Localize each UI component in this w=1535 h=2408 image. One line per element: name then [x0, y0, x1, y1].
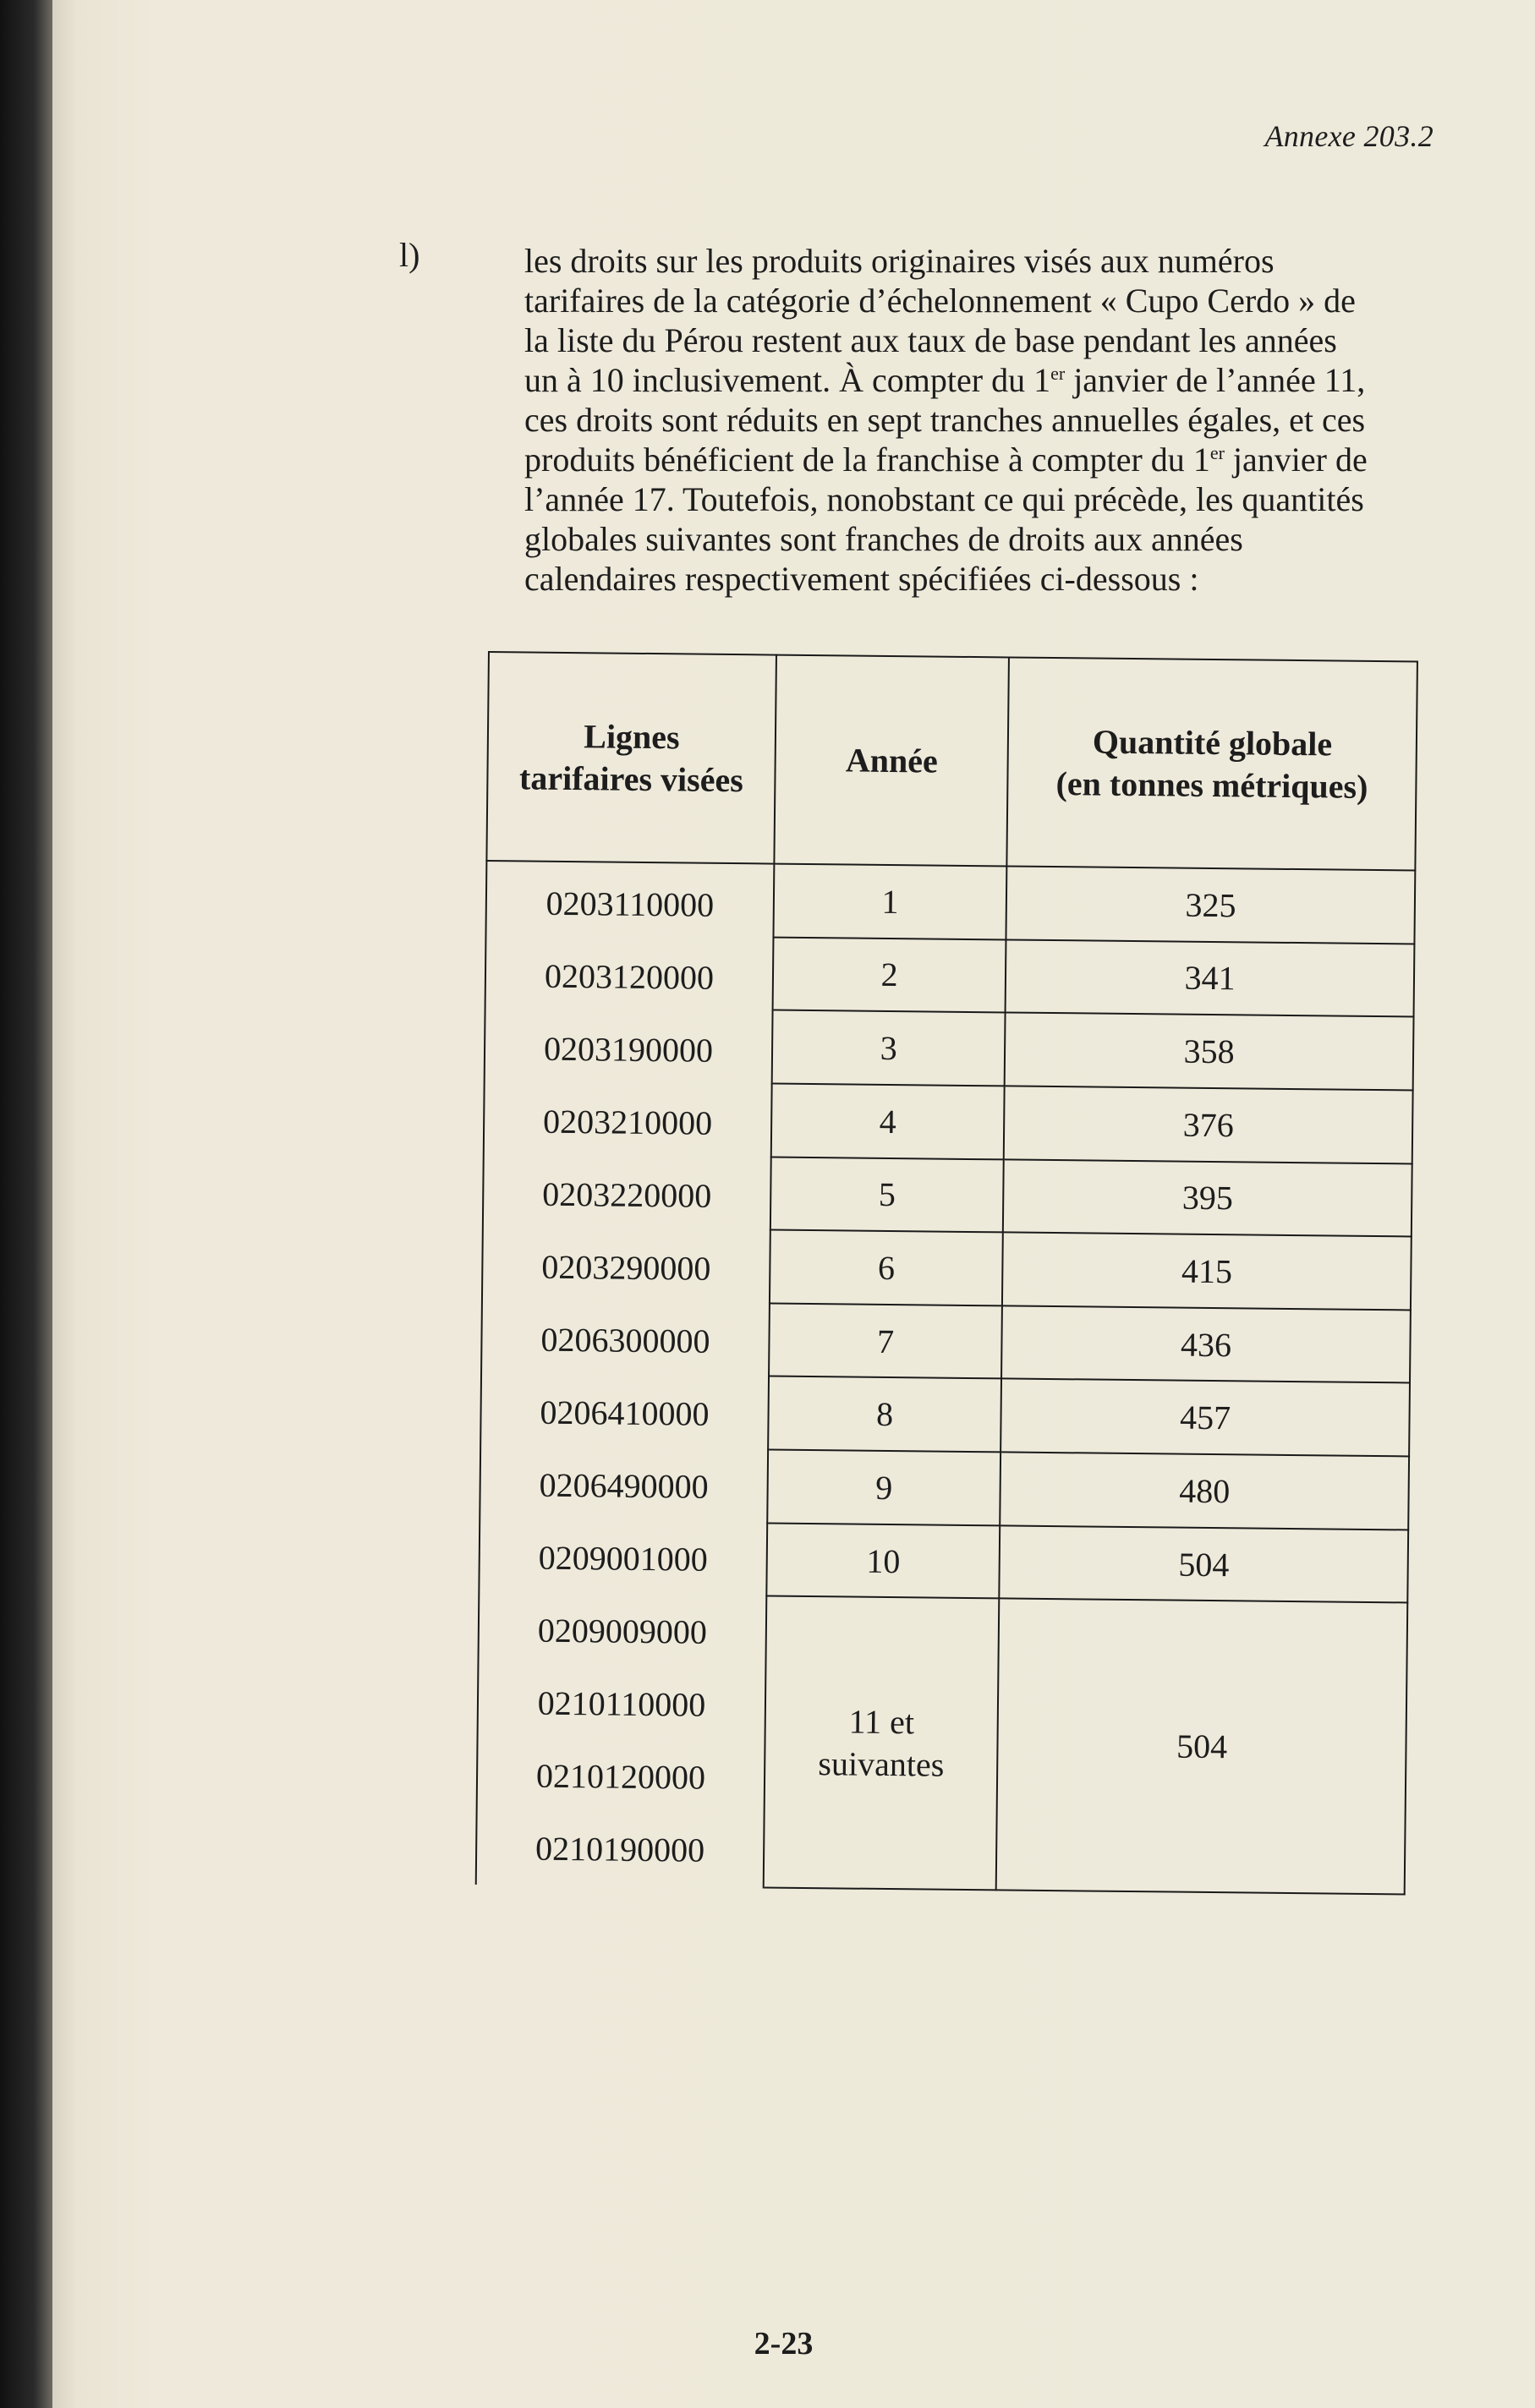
- tariff-line: 0203290000: [541, 1247, 711, 1288]
- year-text: suivantes: [818, 1743, 945, 1784]
- quantity-cell: 436: [1001, 1305, 1411, 1383]
- quantity-cell: 376: [1004, 1086, 1413, 1163]
- tariff-line: 0203110000: [545, 884, 715, 924]
- quantity-cell-last: 504: [996, 1599, 1407, 1895]
- table-header-row: [486, 652, 1417, 870]
- quantity-cell: 457: [1000, 1379, 1410, 1457]
- paragraph-line: globales suivantes sont franches de droits aux années: [524, 520, 1243, 558]
- tariff-list: [477, 867, 774, 1887]
- year-cell: 6: [770, 1230, 1003, 1306]
- tariff-line: 0203120000: [544, 956, 715, 997]
- header-tariff-lines: [486, 652, 776, 864]
- item-paragraph: [524, 241, 1438, 599]
- header-year: [774, 655, 1009, 867]
- paragraph-line: l’année 17. Toutefois, nonobstant ce qui précède, les quantités: [524, 480, 1364, 518]
- year-cell: 7: [769, 1303, 1002, 1379]
- paragraph-line: ces droits sont réduits en sept tranches annuelles égales, et ces: [524, 401, 1366, 439]
- year-cell: 9: [767, 1450, 1000, 1526]
- page-number: 2-23: [754, 2326, 814, 2361]
- year-cell: 1: [773, 864, 1006, 940]
- document-page: [52, 0, 1535, 2408]
- item-letter: l): [399, 236, 420, 274]
- paragraph-line: la liste du Pérou restent aux taux de base pendant les années: [524, 321, 1337, 359]
- year-cell: 2: [773, 937, 1006, 1013]
- header-text: Quantité globale: [1092, 721, 1333, 763]
- tariff-line: 0210120000: [535, 1756, 706, 1797]
- header-text: Lignes: [584, 716, 680, 756]
- tariff-line: 0209001000: [538, 1538, 709, 1579]
- ordinal-superscript: er: [1050, 363, 1066, 384]
- paragraph-line: un à 10 inclusivement. À compter du 1er janvier de l’année 11,: [524, 361, 1366, 399]
- header-text: tarifaires visées: [518, 758, 744, 799]
- tariff-line: 0203210000: [542, 1102, 713, 1142]
- paragraph-line: calendaires respectivement spécifiées ci-dessous :: [524, 560, 1199, 598]
- quantity-cell: 341: [1006, 939, 1415, 1017]
- quota-table: [475, 651, 1418, 1895]
- annex-header: Annexe 203.2: [1264, 119, 1434, 153]
- quantity-cell: 504: [1000, 1525, 1409, 1603]
- year-cell-last: [764, 1596, 1000, 1890]
- paragraph-line: produits bénéficient de la franchise à compter du 1er janvier de: [524, 441, 1368, 479]
- year-cell: 8: [768, 1376, 1001, 1453]
- paragraph-line: tarifaires de la catégorie d’échelonnement « Cupo Cerdo » de: [524, 282, 1356, 320]
- quantity-cell: 480: [1000, 1453, 1409, 1530]
- header-text: Année: [845, 740, 938, 780]
- tariff-line: 0206410000: [540, 1393, 710, 1433]
- book-spine-shadow: [0, 0, 52, 2408]
- year-cell: 10: [766, 1523, 1000, 1599]
- year-cell: 3: [772, 1010, 1006, 1086]
- tariff-line: 0210190000: [535, 1829, 705, 1869]
- quantity-cell: 358: [1005, 1013, 1414, 1091]
- tariff-lines-cell: [476, 861, 775, 1887]
- year-cell: 4: [771, 1083, 1005, 1159]
- year-text: 11 et: [848, 1702, 915, 1742]
- year-cell: 5: [770, 1157, 1004, 1233]
- quantity-cell: 325: [1006, 866, 1416, 944]
- header-quantity: [1007, 657, 1417, 870]
- quantity-cell: 415: [1002, 1233, 1412, 1311]
- paragraph-line: les droits sur les produits originaires visés aux numéros: [524, 242, 1275, 280]
- ordinal-superscript: er: [1209, 442, 1225, 463]
- tariff-line: 0206490000: [539, 1465, 709, 1506]
- tariff-line: 0209009000: [537, 1611, 708, 1651]
- header-text: (en tonnes métriques): [1055, 763, 1368, 806]
- table-row: [485, 861, 1415, 944]
- tariff-line: 0203220000: [542, 1174, 712, 1215]
- tariff-line: 0210110000: [537, 1683, 706, 1724]
- quantity-cell: 395: [1003, 1159, 1412, 1237]
- tariff-line: 0206300000: [540, 1320, 710, 1360]
- tariff-line: 0203190000: [543, 1029, 714, 1070]
